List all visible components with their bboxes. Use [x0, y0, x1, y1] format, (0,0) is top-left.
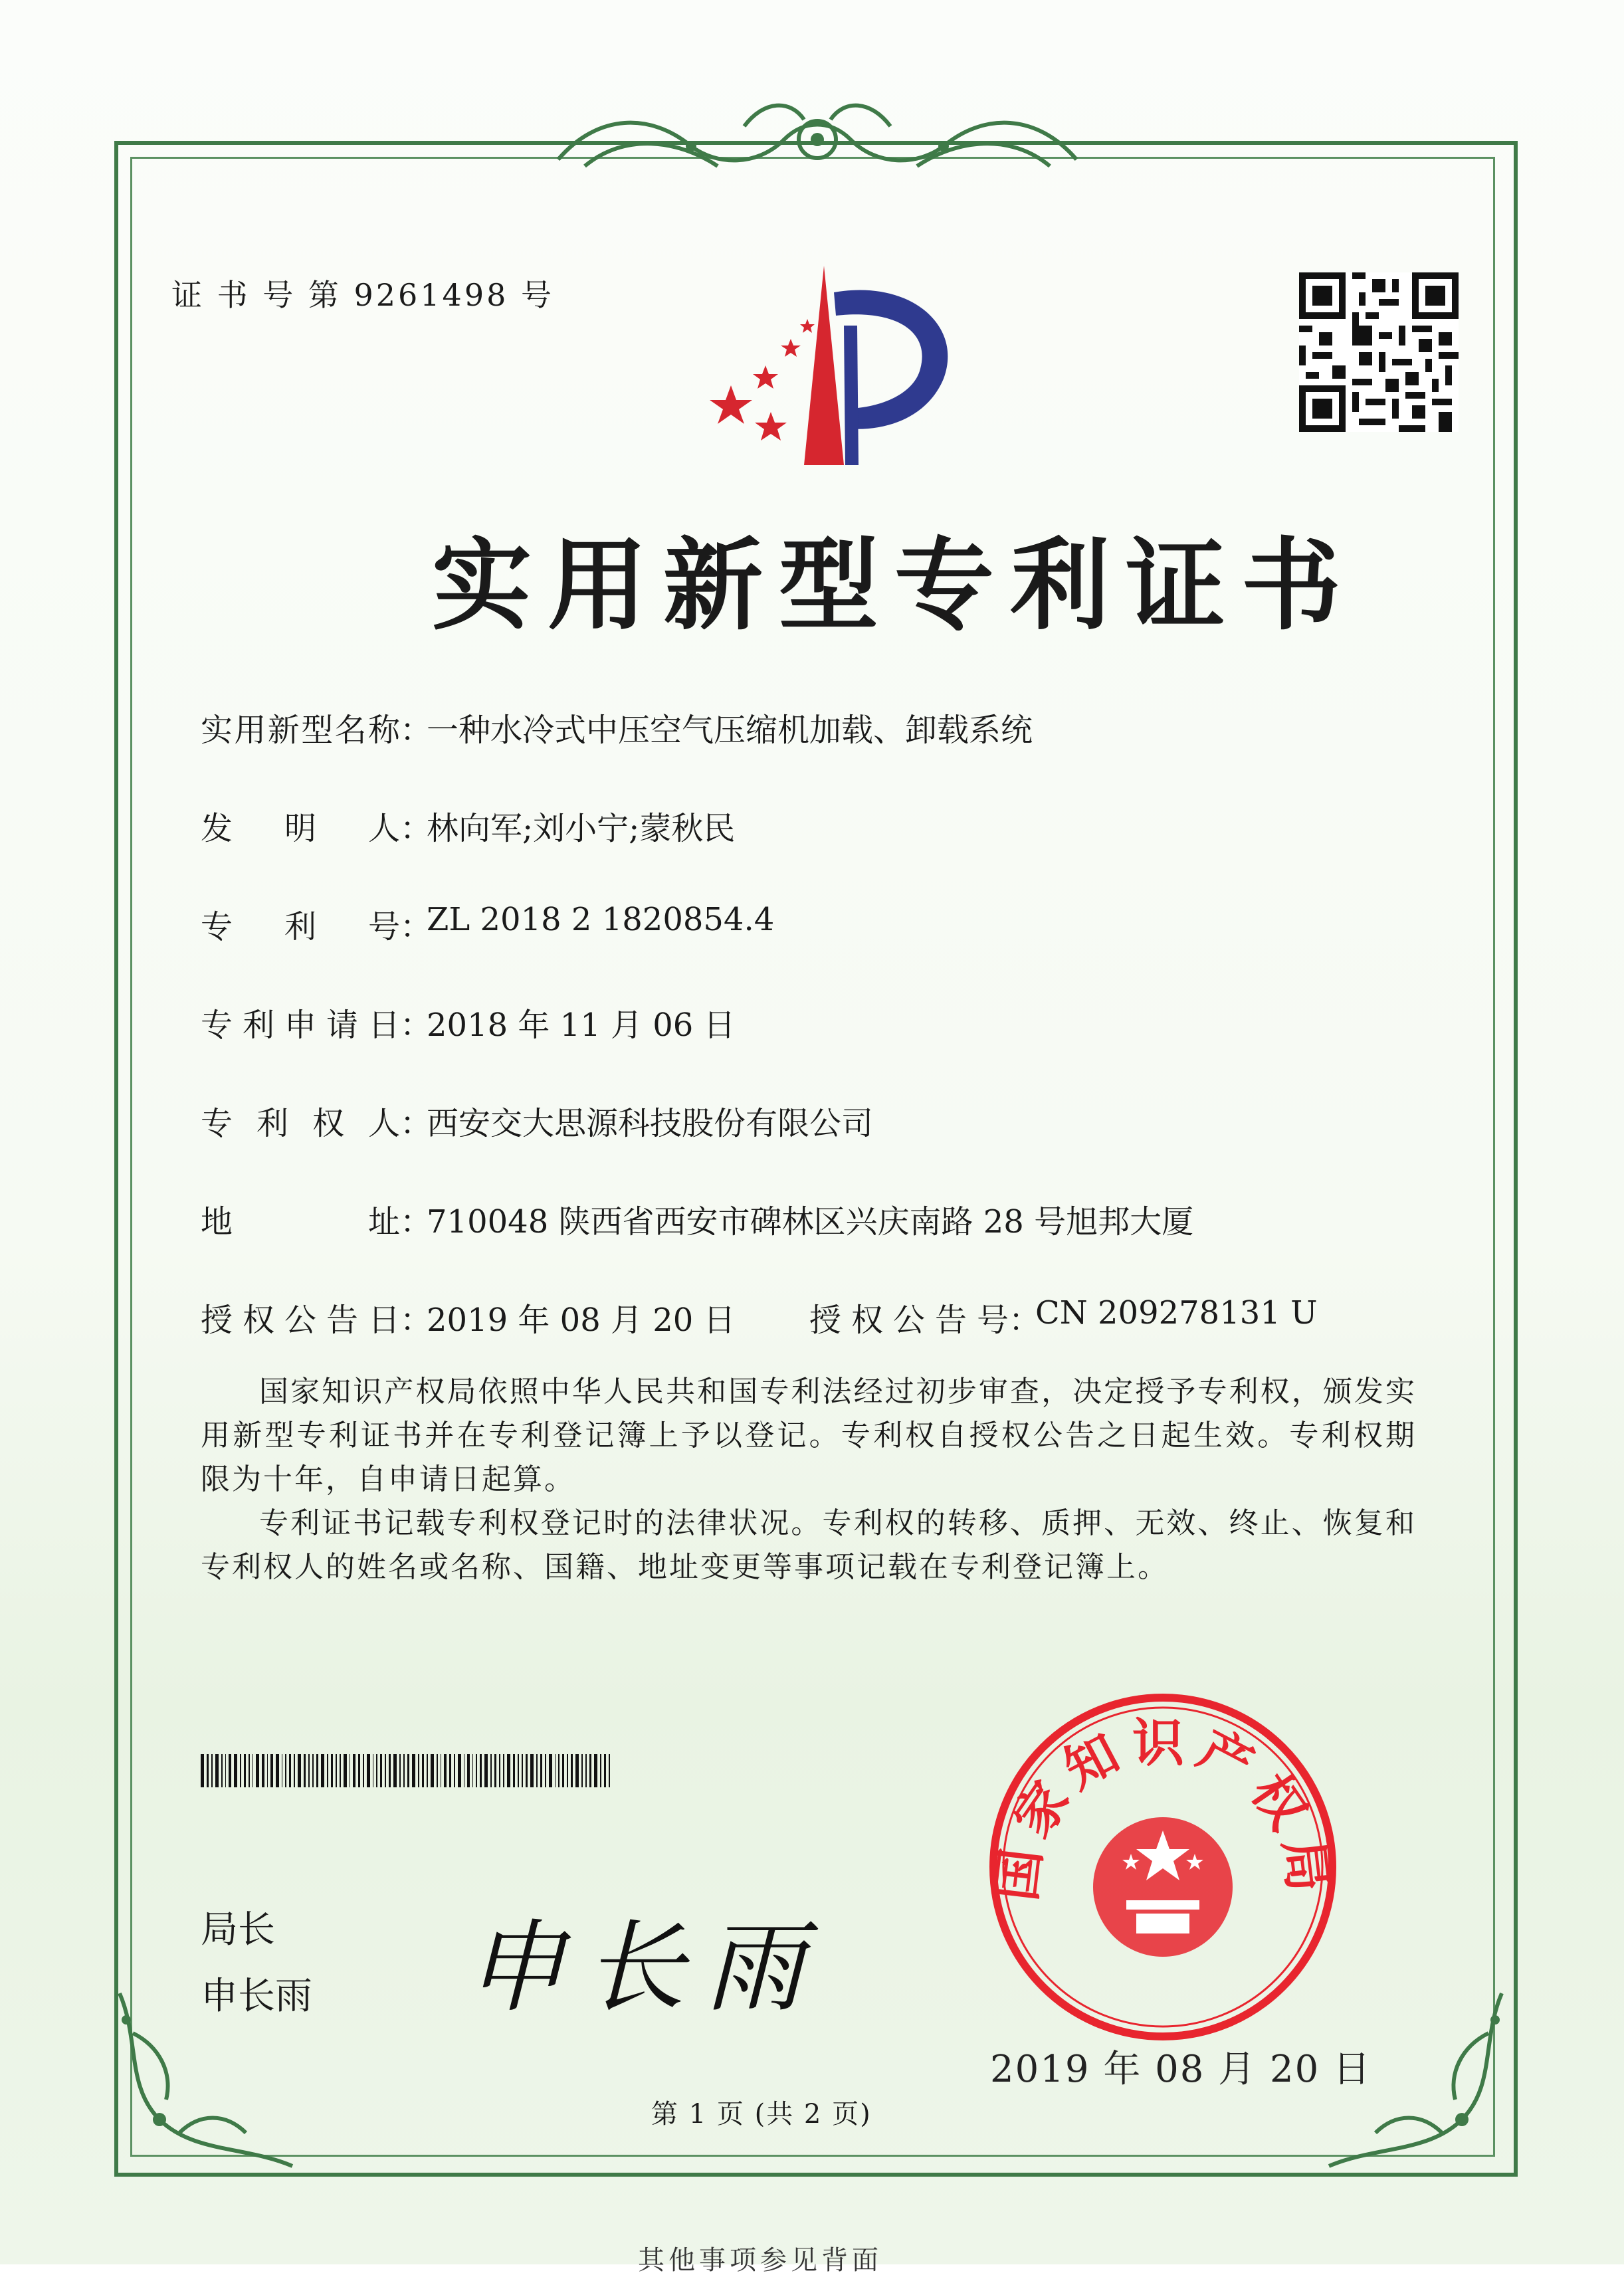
seal-text: 国家知识产权局: [987, 1714, 1339, 1904]
field-patentee-value: 西安交大思源科技股份有限公司: [427, 1105, 874, 1142]
field-patentee-label: 专利权人: [201, 1105, 400, 1142]
body-paragraph-2: 专利证书记载专利权登记时的法律状况。专利权的转移、质押、无效、终止、恢复和专利权人的姓名或名称、国籍、地址变更等事项记载在专利登记簿上。: [201, 1506, 1417, 1584]
certificate-body: [201, 1370, 1417, 1589]
field-grant-date-value: 2019 年 08 月 20 日: [427, 1302, 736, 1339]
barcode-bar: [312, 1754, 314, 1787]
barcode-bar: [407, 1754, 409, 1787]
barcode-bar: [490, 1754, 492, 1787]
barcode-bar: [244, 1754, 246, 1787]
barcode-bar: [367, 1754, 370, 1787]
field-address-value: 710048 陕西省西安市碑林区兴庆南路 28 号旭邦大厦: [427, 1203, 1194, 1240]
barcode-bar: [562, 1754, 564, 1787]
barcode-bar: [507, 1754, 510, 1787]
barcode-bar: [249, 1754, 250, 1787]
barcode-bar: [604, 1754, 606, 1787]
barcode-bar: [304, 1754, 306, 1787]
barcode-bar: [555, 1754, 556, 1787]
barcode-bar: [240, 1754, 241, 1787]
field-grant-number: 授权公告号 ： CN 209278131 U: [809, 1294, 1318, 1339]
director-title: 局长: [201, 1908, 275, 1951]
field-inventors-value: 林向军;刘小宁;蒙秋民: [427, 810, 736, 847]
barcode-bar: [373, 1754, 374, 1787]
barcode-bar: [234, 1754, 237, 1787]
barcode-bar: [380, 1754, 382, 1787]
barcode-bar: [594, 1754, 597, 1787]
barcode-bar: [494, 1754, 496, 1787]
barcode-bar: [336, 1754, 337, 1787]
field-grant-number-value: CN 209278131 U: [1035, 1294, 1318, 1332]
top-ornament-icon: [545, 86, 1090, 199]
field-patent-number: 专利号 ： ZL 2018 2 1820854.4: [201, 901, 775, 945]
barcode-bar: [340, 1754, 341, 1787]
field-address: 地址 ： 710048 陕西省西安市碑林区兴庆南路 28 号旭邦大厦: [201, 1196, 1193, 1242]
barcode-bar: [530, 1754, 534, 1787]
barcode-bar: [253, 1754, 254, 1787]
barcode-bar: [289, 1754, 291, 1787]
barcode-bar: [513, 1754, 515, 1787]
barcode-bar: [316, 1754, 318, 1787]
barcode-bar: [499, 1754, 500, 1787]
barcode-bar: [327, 1754, 328, 1787]
director-name: 申长雨: [201, 1975, 312, 2018]
field-patentee: 专利权人 ： 西安交大思源科技股份有限公司: [201, 1098, 873, 1143]
barcode-bar: [256, 1754, 259, 1787]
barcode-bar: [211, 1754, 213, 1787]
barcode-bar: [484, 1754, 488, 1787]
barcode-bar: [472, 1754, 474, 1787]
barcode-bar: [444, 1754, 446, 1787]
field-inventors: 发明人 ： 林向军;刘小宁;蒙秋民: [201, 803, 735, 848]
barcode-bar: [201, 1754, 204, 1787]
barcode-bar: [363, 1754, 364, 1787]
barcode-bar: [215, 1754, 219, 1787]
barcode-bar: [294, 1754, 295, 1787]
field-grant-date-label: 授权公告日: [201, 1302, 400, 1339]
barcode-bar: [518, 1754, 519, 1787]
barcode-bar: [358, 1754, 360, 1787]
barcode-bar: [609, 1754, 610, 1787]
barcode-bar: [575, 1754, 579, 1787]
barcode-bar: [480, 1754, 482, 1787]
barcode-bar: [403, 1754, 405, 1787]
field-inventors-label: 发明人: [201, 810, 400, 847]
barcode-bar: [276, 1754, 279, 1787]
page-number: 第 1 页 (共 2 页): [651, 2099, 872, 2129]
barcode-bar: [331, 1754, 333, 1787]
barcode-bar: [427, 1754, 428, 1787]
barcode-bar: [422, 1754, 424, 1787]
barcode-icon: [201, 1754, 613, 1787]
barcode-bar: [431, 1754, 434, 1787]
barcode-bar: [229, 1754, 231, 1787]
field-grant-date: 授权公告日 ： 2019 年 08 月 20 日: [201, 1294, 736, 1340]
bottom-cut-text: 其他事项参见背面: [638, 2245, 882, 2276]
barcode-bar: [558, 1754, 559, 1787]
barcode-bar: [526, 1754, 528, 1787]
barcode-bar: [536, 1754, 538, 1787]
barcode-bar: [399, 1754, 401, 1787]
barcode-bar: [467, 1754, 469, 1787]
barcode-bar: [441, 1754, 442, 1787]
field-filing-date: 专利申请日 ： 2018 年 11 月 06 日: [201, 999, 736, 1045]
field-patent-number-value: ZL 2018 2 1820854.4: [427, 901, 775, 938]
barcode-bar: [225, 1754, 227, 1787]
barcode-bar: [412, 1754, 415, 1787]
barcode-bar: [522, 1754, 523, 1787]
field-filing-date-value: 2018 年 11 月 06 日: [427, 1007, 736, 1044]
barcode-bar: [385, 1754, 386, 1787]
barcode-bar: [540, 1754, 542, 1787]
handwritten-signature: 申长雨: [465, 1910, 825, 2026]
patent-office-logo-icon: [691, 252, 970, 472]
barcode-bar: [458, 1754, 461, 1787]
barcode-bar: [298, 1754, 301, 1787]
barcode-bar: [476, 1754, 477, 1787]
barcode-bar: [285, 1754, 286, 1787]
barcode-bar: [454, 1754, 455, 1787]
barcode-bar: [221, 1754, 223, 1787]
barcode-bar: [437, 1754, 438, 1787]
barcode-bar: [393, 1754, 397, 1787]
barcode-bar: [353, 1754, 355, 1787]
field-filing-date-label: 专利申请日: [201, 1007, 400, 1044]
barcode-bar: [449, 1754, 451, 1787]
field-grant-number-label: 授权公告号: [809, 1302, 1009, 1339]
field-name: 实用新型名称 ： 一种水冷式中压空气压缩机加载、卸载系统: [201, 704, 1033, 750]
barcode-bar: [464, 1754, 465, 1787]
body-paragraph-1: 国家知识产权局依照中华人民共和国专利法经过初步审查，决定授予专利权，颁发实用新型专利证书并在专利登记簿上予以登记。专利权自授权公告之日起生效。专利权期限为十年，自申请日起算。: [201, 1375, 1417, 1496]
barcode-bar: [321, 1754, 324, 1787]
field-name-value: 一种水冷式中压空气压缩机加载、卸载系统: [427, 712, 1033, 749]
barcode-bar: [567, 1754, 568, 1787]
barcode-bar: [503, 1754, 504, 1787]
qr-code-icon: [1299, 272, 1459, 432]
barcode-bar: [549, 1754, 552, 1787]
barcode-bar: [262, 1754, 264, 1787]
barcode-bar: [581, 1754, 583, 1787]
official-seal-icon: [977, 1688, 1349, 2046]
barcode-bar: [600, 1754, 601, 1787]
barcode-bar: [270, 1754, 272, 1787]
barcode-bar: [545, 1754, 546, 1787]
barcode-bar: [350, 1754, 351, 1787]
field-address-label: 地址: [201, 1203, 400, 1240]
field-patent-number-label: 专利号: [201, 908, 400, 945]
barcode-bar: [267, 1754, 268, 1787]
certificate-number: 证 书 号 第 9261498 号: [171, 277, 554, 313]
barcode-bar: [308, 1754, 310, 1787]
barcode-bar: [418, 1754, 419, 1787]
barcode-bar: [589, 1754, 591, 1787]
barcode-bar: [344, 1754, 347, 1787]
seal-date: 2019 年 08 月 20 日: [990, 2048, 1372, 2091]
barcode-bar: [389, 1754, 391, 1787]
page-title: 实用新型专利证书: [432, 527, 1358, 644]
field-name-label: 实用新型名称: [201, 712, 400, 749]
barcode-bar: [376, 1754, 377, 1787]
barcode-bar: [282, 1754, 283, 1787]
barcode-bar: [571, 1754, 573, 1787]
barcode-bar: [585, 1754, 587, 1787]
barcode-bar: [207, 1754, 209, 1787]
